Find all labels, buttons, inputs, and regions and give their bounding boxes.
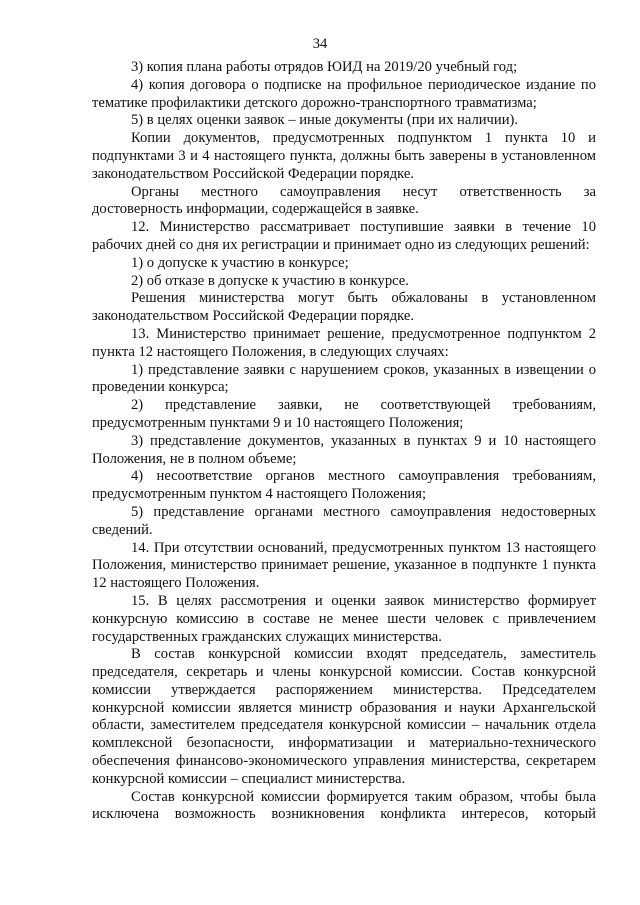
paragraph-conflict-of-interest: Состав конкурсной комиссии формируется таким образом, чтобы была исключена возможность возникновения конфликта интересов, который (92, 788, 596, 823)
paragraph-clause-12-option-2: 2) об отказе в допуске к участию в конкурсе. (131, 272, 409, 289)
paragraph-copies-certification: Копии документов, предусмотренных подпунктом 1 пункта 10 и подпунктами 3 и 4 настоящего пункта, должны быть заверены в установленном законодательством Российской Федерации порядке. (92, 130, 596, 182)
paragraph-responsibility: Органы местного самоуправления несут ответственность за достоверность информации, содержащейся в заявке. (92, 183, 596, 218)
paragraph-clause-13-case-3: 3) представление документов, указанных в пунктах 9 и 10 настоящего Положения, не в полном объеме; (92, 432, 596, 467)
paragraph-clause-15: 15. В целях рассмотрения и оценки заявок министерство формирует конкурсную комиссию в составе не менее шести человек с привлечением государственных гражданских служащих министерства. (92, 592, 596, 645)
paragraph-item-3-plan: 3) копия плана работы отрядов ЮИД на 2019/20 учебный год; (131, 59, 518, 75)
paragraph-clause-13-case-2: 2) представление заявки, не соответствующей требованиям, предусмотренным пунктами 9 и 10 настоящего Положения; (92, 397, 596, 431)
document-body (92, 59, 596, 824)
paragraph-clause-14: 14. При отсутствии оснований, предусмотренных пунктом 13 настоящего Положения, министерство принимает решение, указанное в подпункте 1 пункта 12 настоящего Положения. (92, 539, 596, 592)
page-number: 34 (312, 36, 328, 52)
paragraph-item-4-subscription: 4) копия договора о подписке на профильное периодическое издание по тематике профилактики детского дорожно-транспортного травматизма; (92, 76, 596, 111)
paragraph-commission-composition: В состав конкурсной комиссии входят председатель, заместитель председателя, секретарь и члены конкурсной комиссии. Состав конкурсной комиссии утверждается распоряжением министерства. Председателем конкурсной комиссии является министр образования и науки Архангельской области, заместителем председателя конкурсной комиссии – начальник отдела комплексной безопасности, информатизации и материально-технического обеспечения финансово-экономического управления министерства, секретарем конкурсной комиссии – специалист министерства. (92, 646, 596, 787)
paragraph-clause-13: 13. Министерство принимает решение, предусмотренное подпунктом 2 пункта 12 настоящего Положения, в следующих случаях: (92, 325, 596, 360)
paragraph-clause-12: 12. Министерство рассматривает поступившие заявки в течение 10 рабочих дней со дня их регистрации и принимает одно из следующих решений: (92, 219, 596, 253)
paragraph-clause-13-case-4: 4) несоответствие органов местного самоуправления требованиям, предусмотренным пунктом 4 настоящего Положения; (92, 468, 596, 503)
paragraph-appeal: Решения министерства могут быть обжалованы в установленном законодательством Российской Федерации порядке. (92, 290, 596, 325)
paragraph-item-5-other-documents: 5) в целях оценки заявок – иные документы (при их наличии). (131, 112, 519, 129)
paragraph-clause-13-case-1: 1) представление заявки с нарушением сроков, указанных в извещении о проведении конкурса; (92, 361, 596, 396)
paragraph-clause-12-option-1: 1) о допуске к участию в конкурсе; (131, 254, 349, 271)
paragraph-clause-13-case-5: 5) представление органами местного самоуправления недостоверных сведений. (92, 503, 596, 538)
